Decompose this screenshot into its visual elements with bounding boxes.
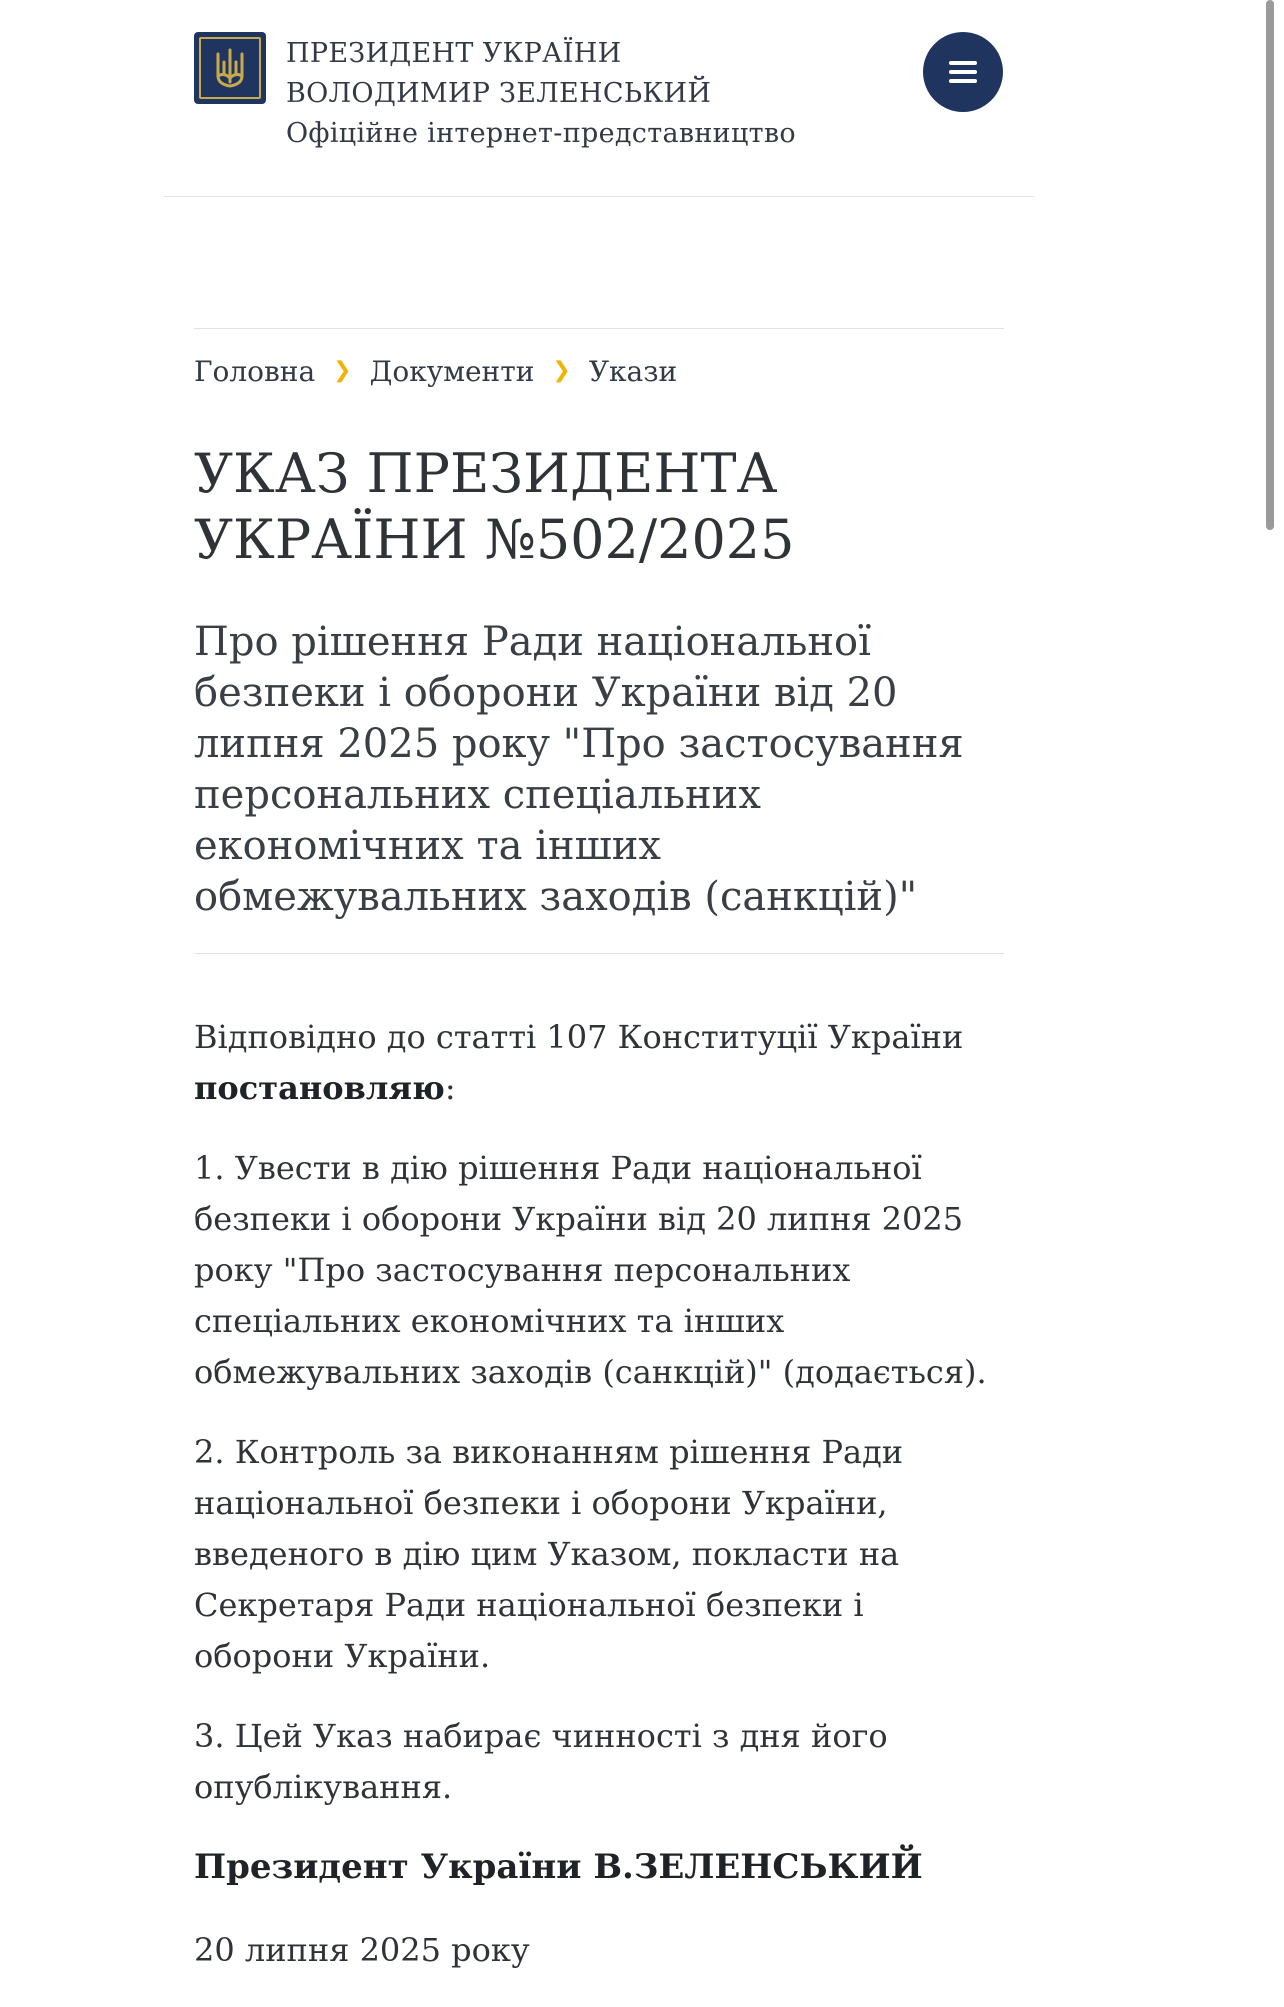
decree-paragraph-2: 2. Контроль за виконанням рішення Ради національної безпеки і оборони України, введеного в дію цим Указом, покласти на Секретаря Ради національної безпеки і оборони України. (194, 1433, 904, 1675)
site-title[interactable] (286, 34, 796, 154)
page-scrollbar[interactable] (1266, 0, 1274, 530)
site-title-line2: ВОЛОДИМИР ЗЕЛЕНСЬКИЙ (286, 78, 712, 109)
divider (194, 953, 1004, 954)
decree-colon: : (444, 1069, 456, 1107)
main-content (194, 328, 1004, 1976)
signature: Президент України В.ЗЕЛЕНСЬКИЙ (194, 1847, 923, 1887)
page-title: УКАЗ ПРЕЗИДЕНТА УКРАЇНИ №502/2025 (194, 442, 795, 571)
breadcrumb-documents[interactable]: Документи (369, 354, 535, 388)
site-header (164, 0, 1034, 197)
preamble-paragraph (194, 1012, 1004, 1114)
hamburger-menu-icon-bar (949, 79, 977, 83)
chevron-right-icon: ❯ (552, 357, 571, 383)
hamburger-menu-icon-bar (949, 70, 977, 74)
decree-word: постановляю (194, 1069, 445, 1107)
breadcrumb-decrees[interactable]: Укази (588, 354, 678, 388)
preamble-text: Відповідно до статті 107 Конституції України (194, 1018, 964, 1056)
decree-paragraph-3: 3. Цей Указ набирає чинності з дня його опублікування. (194, 1717, 888, 1806)
site-title-line1: ПРЕЗИДЕНТ УКРАЇНИ (286, 38, 622, 69)
tryzub-coat-of-arms-icon[interactable] (194, 32, 266, 104)
document-subtitle: Про рішення Ради національної безпеки і оборони України від 20 липня 2025 року "Про застосування персональних спеціальних економічних та інших обмежувальних заходів (санкцій)" (194, 619, 964, 920)
chevron-right-icon: ❯ (333, 357, 352, 383)
document-date: 20 липня 2025 року (194, 1931, 530, 1969)
menu-button[interactable] (923, 32, 1003, 112)
site-subtitle: Офіційне інтернет-представництво (286, 118, 796, 149)
hamburger-menu-icon (949, 61, 977, 65)
divider (194, 328, 1004, 329)
decree-paragraph-1: 1. Увести в дію рішення Ради національної безпеки і оборони України від 20 липня 2025 року "Про застосування персональних спеціальних економічних та інших обмежувальних заходів (санкцій)" (додається). (194, 1149, 987, 1391)
document-body (194, 1012, 1004, 1976)
breadcrumb-home[interactable]: Головна (194, 354, 316, 388)
breadcrumb (194, 351, 1004, 391)
